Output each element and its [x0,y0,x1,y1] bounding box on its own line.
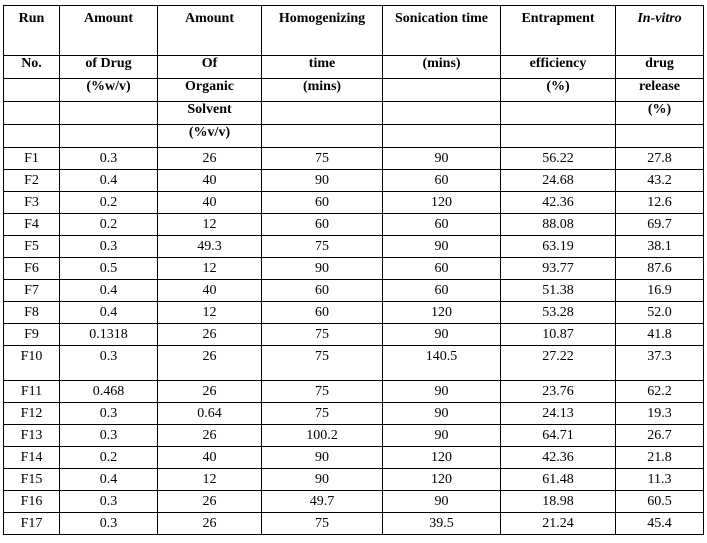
table-cell: 90 [262,258,383,280]
table-cell: 0.2 [60,447,158,469]
table-cell: 60 [383,170,501,192]
table-cell: 90 [383,236,501,258]
table-cell: 75 [262,513,383,535]
header-cell [262,125,383,148]
table-cell: 26 [158,381,262,403]
table-cell: 90 [383,425,501,447]
run-number-cell: F9 [4,324,60,346]
table-row [4,236,704,258]
table-cell: 90 [262,447,383,469]
table-cell: 26 [158,148,262,170]
header-cell: (%) [616,102,704,125]
header-cell: release [616,79,704,102]
table-cell: 63.19 [501,236,616,258]
table-row [4,447,704,469]
table-cell: 90 [383,148,501,170]
header-cell: drug [616,56,704,79]
header-cell [501,125,616,148]
header-cell: No. [4,56,60,79]
table-cell: 90 [383,403,501,425]
table-row [4,425,704,447]
table-header [4,6,704,148]
table-cell: 0.3 [60,236,158,258]
table-cell: 88.08 [501,214,616,236]
table-cell: 90 [262,469,383,491]
table-cell: 75 [262,346,383,381]
table-cell: 26.7 [616,425,704,447]
header-cell [383,102,501,125]
table-cell: 43.2 [616,170,704,192]
table-cell: 60.5 [616,491,704,513]
run-number-cell: F7 [4,280,60,302]
table-cell: 24.13 [501,403,616,425]
table-cell: 60 [262,280,383,302]
header-cell: time [262,56,383,79]
table-cell: 45.4 [616,513,704,535]
table-cell: 27.8 [616,148,704,170]
header-cell: (%v/v) [158,125,262,148]
table-cell: 41.8 [616,324,704,346]
table-cell: 90 [383,381,501,403]
header-cell [60,102,158,125]
table-body [4,148,704,535]
table-cell: 23.76 [501,381,616,403]
table-cell: 56.22 [501,148,616,170]
table-cell: 90 [262,170,383,192]
table-cell: 0.4 [60,280,158,302]
table-cell: 140.5 [383,346,501,381]
table-cell: 90 [383,324,501,346]
table-cell: 40 [158,192,262,214]
table-cell: 12.6 [616,192,704,214]
header-row [4,102,704,125]
run-number-cell: F11 [4,381,60,403]
run-number-cell: F3 [4,192,60,214]
table-cell: 75 [262,403,383,425]
run-number-cell: F13 [4,425,60,447]
table-cell: 26 [158,324,262,346]
header-cell: Organic [158,79,262,102]
table-cell: 19.3 [616,403,704,425]
run-number-cell: F12 [4,403,60,425]
header-cell: Solvent [158,102,262,125]
header-cell [262,102,383,125]
table-cell: 75 [262,236,383,258]
header-cell: Sonication time [383,6,501,56]
table-cell: 0.3 [60,425,158,447]
table-cell: 0.64 [158,403,262,425]
table-cell: 18.98 [501,491,616,513]
header-cell [4,79,60,102]
table-row [4,214,704,236]
table-cell: 0.3 [60,148,158,170]
run-number-cell: F6 [4,258,60,280]
table-cell: 51.38 [501,280,616,302]
table-cell: 11.3 [616,469,704,491]
table-cell: 12 [158,302,262,324]
table-cell: 0.3 [60,491,158,513]
header-cell: (mins) [383,56,501,79]
table-cell: 26 [158,346,262,381]
table-cell: 0.3 [60,513,158,535]
table-cell: 64.71 [501,425,616,447]
header-cell: (%w/v) [60,79,158,102]
table-cell: 69.7 [616,214,704,236]
table-row [4,192,704,214]
table-cell: 61.48 [501,469,616,491]
header-cell [501,102,616,125]
table-cell: 49.3 [158,236,262,258]
header-row [4,56,704,79]
table-row [4,170,704,192]
table-cell: 0.3 [60,346,158,381]
table-cell: 60 [262,214,383,236]
table-row [4,469,704,491]
header-row [4,125,704,148]
table-cell: 0.4 [60,170,158,192]
table-cell: 62.2 [616,381,704,403]
table-row [4,403,704,425]
table-cell: 38.1 [616,236,704,258]
header-cell: of Drug [60,56,158,79]
table-cell: 40 [158,447,262,469]
header-cell: Amount [158,6,262,56]
table-cell: 49.7 [262,491,383,513]
table-cell: 40 [158,280,262,302]
header-cell [60,125,158,148]
table-cell: 10.87 [501,324,616,346]
table-cell: 40 [158,170,262,192]
run-number-cell: F2 [4,170,60,192]
table-cell: 75 [262,381,383,403]
table-cell: 21.24 [501,513,616,535]
table-cell: 93.77 [501,258,616,280]
header-cell: In-vitro [616,6,704,56]
table-cell: 12 [158,214,262,236]
header-cell: efficiency [501,56,616,79]
table-cell: 37.3 [616,346,704,381]
table-row [4,258,704,280]
header-cell: Run [4,6,60,56]
table-cell: 0.2 [60,214,158,236]
run-number-cell: F1 [4,148,60,170]
run-number-cell: F5 [4,236,60,258]
table-cell: 0.468 [60,381,158,403]
table-cell: 75 [262,148,383,170]
run-number-cell: F14 [4,447,60,469]
table-cell: 0.5 [60,258,158,280]
table-cell: 26 [158,513,262,535]
table-cell: 60 [262,192,383,214]
table-cell: 26 [158,491,262,513]
formulation-table [3,5,704,535]
table-row [4,280,704,302]
table-cell: 120 [383,302,501,324]
table-cell: 12 [158,258,262,280]
header-cell: (mins) [262,79,383,102]
table-cell: 60 [383,280,501,302]
header-cell: Entrapment [501,6,616,56]
table-row [4,148,704,170]
run-number-cell: F4 [4,214,60,236]
table-cell: 42.36 [501,192,616,214]
run-number-cell: F15 [4,469,60,491]
header-cell [4,102,60,125]
table-cell: 60 [383,214,501,236]
table-cell: 0.1318 [60,324,158,346]
table-row [4,381,704,403]
header-cell [383,79,501,102]
table-row [4,324,704,346]
run-number-cell: F8 [4,302,60,324]
table-cell: 60 [262,302,383,324]
table-cell: 26 [158,425,262,447]
table-cell: 90 [383,491,501,513]
header-cell [4,125,60,148]
table-cell: 0.4 [60,469,158,491]
run-number-cell: F10 [4,346,60,381]
table-cell: 21.8 [616,447,704,469]
header-row [4,6,704,56]
header-cell: (%) [501,79,616,102]
table-cell: 0.2 [60,192,158,214]
table-cell: 0.4 [60,302,158,324]
header-cell: Amount [60,6,158,56]
header-cell [616,125,704,148]
table-row [4,513,704,535]
run-number-cell: F16 [4,491,60,513]
table-cell: 60 [383,258,501,280]
table-row [4,346,704,381]
table-cell: 87.6 [616,258,704,280]
table-cell: 16.9 [616,280,704,302]
header-cell: Homogenizing [262,6,383,56]
table-row [4,491,704,513]
table-cell: 120 [383,192,501,214]
table-cell: 24.68 [501,170,616,192]
table-cell: 75 [262,324,383,346]
table-cell: 27.22 [501,346,616,381]
header-row [4,79,704,102]
table-cell: 120 [383,447,501,469]
run-number-cell: F17 [4,513,60,535]
table-cell: 120 [383,469,501,491]
table-cell: 12 [158,469,262,491]
table-cell: 0.3 [60,403,158,425]
header-cell: Of [158,56,262,79]
table-cell: 39.5 [383,513,501,535]
header-cell [383,125,501,148]
table-cell: 53.28 [501,302,616,324]
table-row [4,302,704,324]
table-cell: 100.2 [262,425,383,447]
table-cell: 42.36 [501,447,616,469]
table-cell: 52.0 [616,302,704,324]
